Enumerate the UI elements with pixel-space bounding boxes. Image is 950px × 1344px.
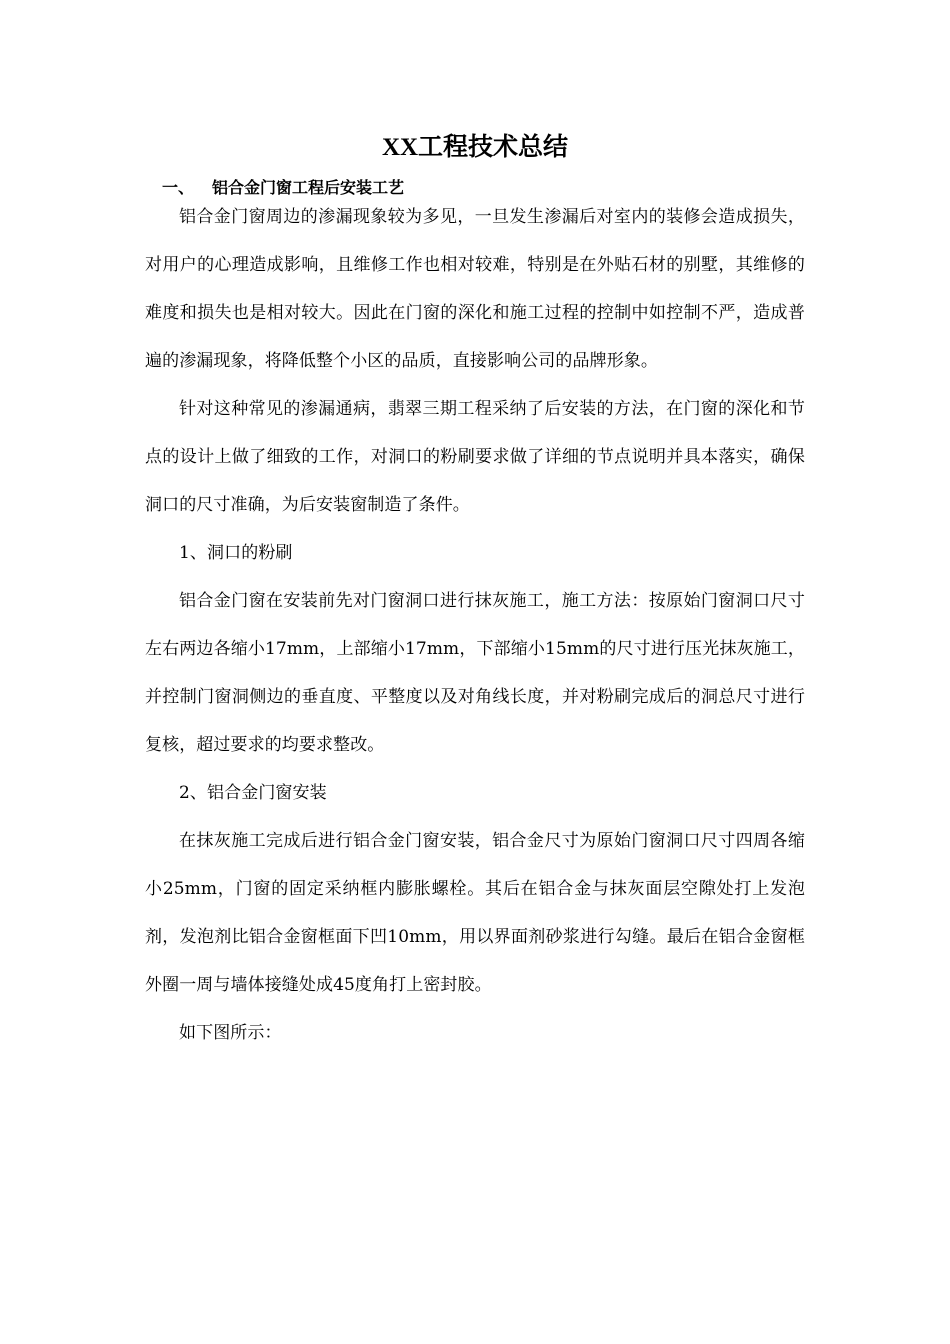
section-heading-text: 铝合金门窗工程后安装工艺 <box>212 178 405 197</box>
document-title: XX工程技术总结 <box>381 134 569 161</box>
paragraph-leakage-intro: 铝合金门窗周边的渗漏现象较为多见，一旦发生渗漏后对室内的装修会造成损失，对用户的心理造成影响，且维修工作也相对较难，特别是在外贴石材的别墅，其维修的难度和损失也是相对较大。因此在门窗的深化和施工过程的控制中如控制不严，造成普遍的渗漏现象，将降低整个小区的品质，直接影响公司的品牌形象。 <box>145 207 805 371</box>
paragraph-plastering-method: 铝合金门窗在安装前先对门窗洞口进行抹灰施工，施工方法：按原始门窗洞口尺寸左右两边各缩小17mm，上部缩小17mm，下部缩小15mm的尺寸进行压光抹灰施工，并控制门窗洞侧边的垂直度、平整度以及对角线长度，并对粉刷完成后的洞总尺寸进行复核，超过要求的均要求整改。 <box>145 591 805 755</box>
document-body <box>145 193 805 1057</box>
subheading-opening-plastering: 1、洞口的粉刷 <box>179 543 293 563</box>
paragraph-figure-reference: 如下图所示： <box>179 1023 282 1043</box>
paragraph-post-install-method: 针对这种常见的渗漏通病，翡翠三期工程采纳了后安装的方法，在门窗的深化和节点的设计上做了细致的工作，对洞口的粉刷要求做了详细的节点说明并具本落实，确保洞口的尺寸准确，为后安装窗制造了条件。 <box>145 399 805 515</box>
paragraph-installation-method: 在抹灰施工完成后进行铝合金门窗安装，铝合金尺寸为原始门窗洞口尺寸四周各缩小25mm，门窗的固定采纳框内膨胀螺栓。其后在铝合金与抹灰面层空隙处打上发泡剂，发泡剂比铝合金窗框面下凹10mm，用以界面剂砂浆进行勾缝。最后在铝合金窗框外圈一周与墙体接缝处成45度角打上密封胶。 <box>145 831 805 995</box>
subheading-window-installation: 2、铝合金门窗安装 <box>179 783 327 803</box>
section-number: 一、 <box>162 178 195 197</box>
